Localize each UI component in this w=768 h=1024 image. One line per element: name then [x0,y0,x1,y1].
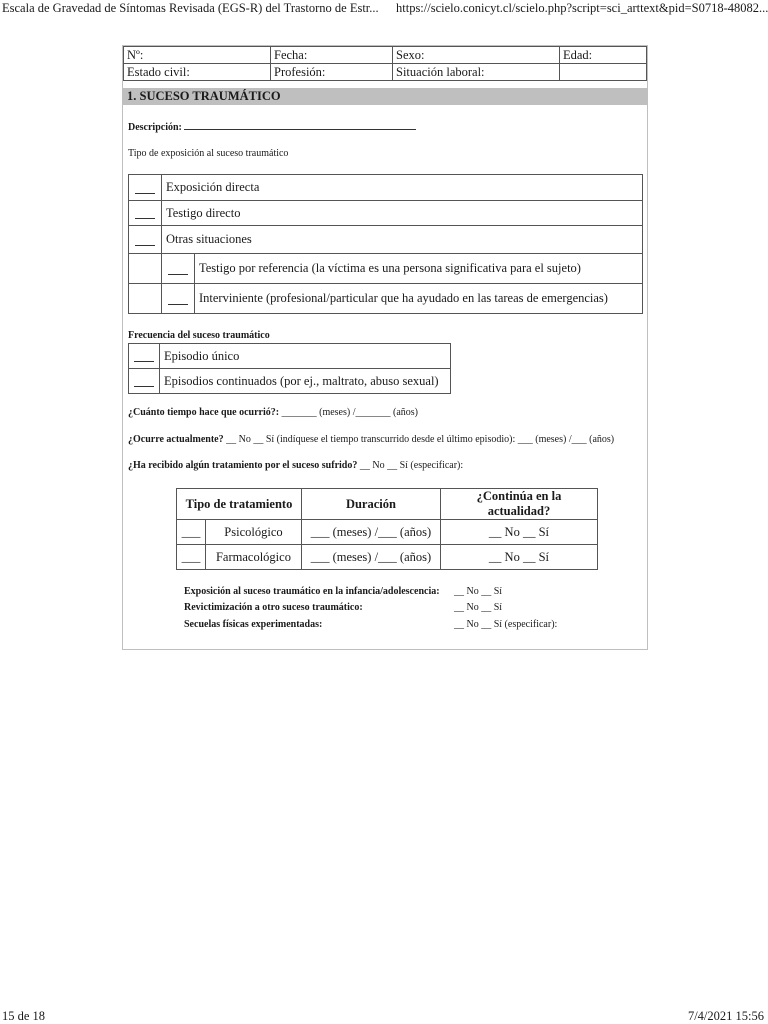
section-title: 1. SUCESO TRAUMÁTICO [123,88,647,105]
sexo-field[interactable]: Sexo: [393,47,560,64]
question-tratamiento-label: ¿Ha recibido algún tratamiento por el suceso sufrido? [128,460,358,471]
revictimizacion-label: Revictimización a otro suceso traumático: [184,602,363,613]
indent-cell [129,254,162,284]
checkbox-continuados[interactable] [129,369,160,394]
col-duracion-header: Duración [301,489,440,520]
descripcion-field[interactable] [184,129,416,130]
question-actual-answer[interactable]: __ No __ Sí (indíquese el tiempo transcurrido desde el último episodio): ___ (meses) /___ (años) [226,434,615,445]
edad-field[interactable]: Edad: [560,47,647,64]
option-continuados: Episodios continuados (por ej., maltrato, abuso sexual) [160,369,451,394]
option-unico: Episodio único [160,344,451,369]
option-testigo: Testigo directo [162,201,643,226]
identification-table [123,46,647,81]
option-directa: Exposición directa [162,175,643,201]
checkbox-testigo[interactable] [129,201,162,226]
checkbox-interviniente[interactable] [162,284,195,314]
question-tiempo-answer[interactable]: _______ (meses) /_______ (años) [281,407,418,418]
empty-cell[interactable] [560,64,647,81]
question-tiempo-label: ¿Cuánto tiempo hace que ocurrió?: [128,407,280,418]
question-actual [128,434,614,445]
print-datetime: 7/4/2021 15:56 [687,1009,764,1023]
exposicion-infancia-label: Exposición al suceso traumático en la infancia/adolescencia: [184,586,440,597]
secuelas-label: Secuelas físicas experimentadas: [184,619,323,630]
document-title: Escala de Gravedad de Síntomas Revisada (EGS-R) del Trastorno de Estr... [2,1,379,15]
continua-psicologico[interactable]: __ No __ Sí [440,520,597,545]
page-url[interactable]: https://scielo.conicyt.cl/scielo.php?script=sci_arttext&pid=S0718-48082... [396,1,768,15]
descripcion-label: Descripción: [128,122,182,133]
question-actual-label: ¿Ocurre actualmente? [128,434,224,445]
page-count: 15 de 18 [2,1009,46,1023]
revictimizacion-options[interactable]: __ No __ Sí [454,602,503,613]
secuelas-options[interactable]: __ No __ Sí (especificar): [454,619,558,630]
checkbox-referencia[interactable] [162,254,195,284]
indent-cell [129,284,162,314]
checkbox-psicologico[interactable]: ___ [177,520,206,545]
situacion-laboral-field[interactable]: Situación laboral: [393,64,560,81]
row-farmacologico-label: Farmacológico [206,545,302,570]
row-psicologico-label: Psicológico [206,520,302,545]
exposicion-infancia-options[interactable]: __ No __ Sí [454,586,503,597]
question-tratamiento-answer[interactable]: __ No __ Sí (especificar): [359,460,464,471]
option-interviniente: Interviniente (profesional/particular que ha ayudado en las tareas de emergencias) [195,284,643,314]
continua-farmacologico[interactable]: __ No __ Sí [440,545,597,570]
estado-civil-field[interactable]: Estado civil: [124,64,271,81]
checkbox-farmacologico[interactable]: ___ [177,545,206,570]
frecuencia-table [128,343,451,394]
checkbox-otras[interactable] [129,226,162,254]
tratamiento-table [176,488,598,570]
option-otras: Otras situaciones [162,226,643,254]
descripcion-row [128,122,416,133]
exposicion-heading: Tipo de exposición al suceso traumático [128,148,289,159]
col-tipo-header: Tipo de tratamiento [177,489,302,520]
option-referencia: Testigo por referencia (la víctima es una persona significativa para el sujeto) [195,254,643,284]
checkbox-unico[interactable] [129,344,160,369]
duracion-farmacologico[interactable]: ___ (meses) /___ (años) [301,545,440,570]
profesion-field[interactable]: Profesión: [271,64,393,81]
question-tiempo [128,407,418,418]
checkbox-directa[interactable] [129,175,162,201]
exposicion-table [128,174,643,314]
fecha-field[interactable]: Fecha: [271,47,393,64]
question-tratamiento [128,460,463,471]
duracion-psicologico[interactable]: ___ (meses) /___ (años) [301,520,440,545]
col-continua-header: ¿Continúa en la actualidad? [440,489,597,520]
frecuencia-heading: Frecuencia del suceso traumático [128,330,270,341]
form-document [122,45,648,650]
numero-field[interactable]: Nº: [124,47,271,64]
